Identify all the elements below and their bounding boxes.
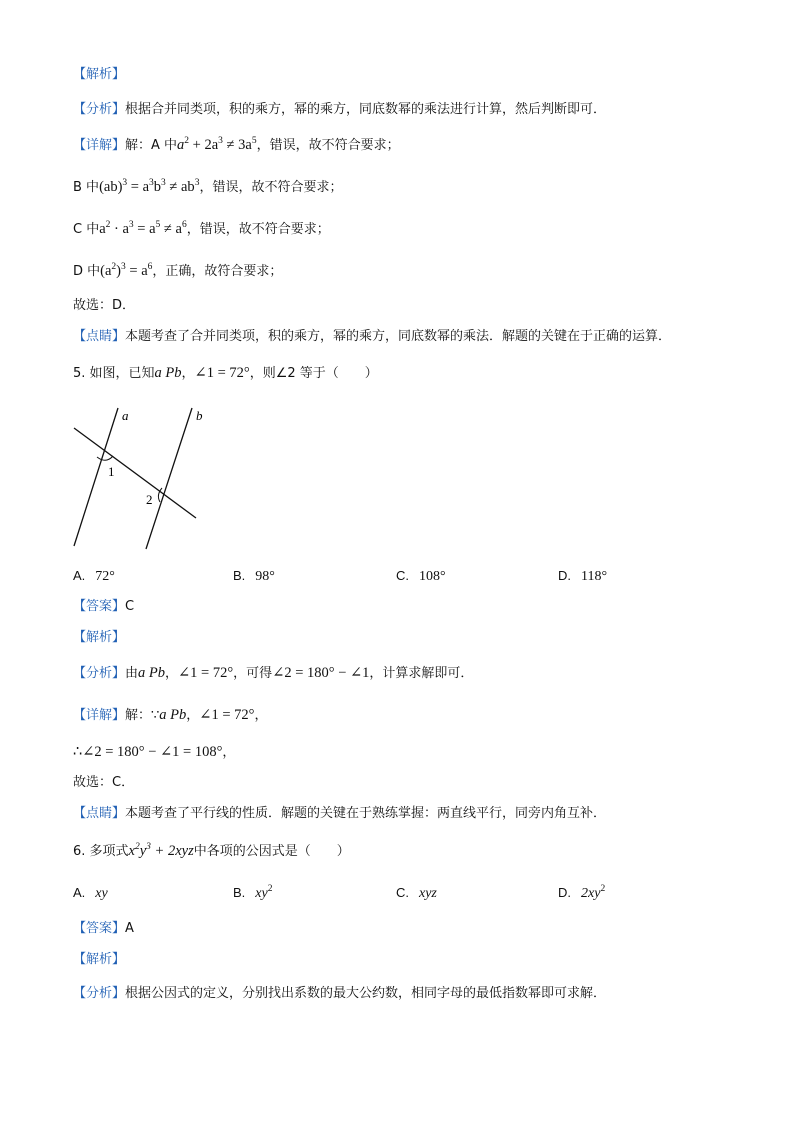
q6-option-a[interactable]: A. xy xyxy=(73,885,108,901)
q5-figure-parallel-lines xyxy=(60,398,220,558)
q6-option-c[interactable]: C. xyz xyxy=(396,885,437,901)
angle-1-arc xyxy=(97,456,113,460)
q5-dianjing-line xyxy=(73,805,606,823)
q5-answer-tag: 【答案】 xyxy=(73,599,126,614)
q5-stem: 5. 如图，已知a Pb，∠1 = 72°，则∠2 等于（ ） xyxy=(73,365,378,381)
q5-fenxi-formula: ∠2 = 180° − ∠1 xyxy=(272,665,370,681)
q4-option-c-suffix: ，错误，故不符合要求； xyxy=(186,222,330,237)
q5-stem-prefix: 5. 如图，已知 xyxy=(73,366,155,381)
q4-option-b-line xyxy=(73,178,342,197)
q4-option-a-prefix: 解：A 中 xyxy=(125,138,178,153)
q4-dianjing-line xyxy=(73,328,671,346)
q4-option-b-expression: $(ab)^3 = a^3b^3 \ne ab^3$ xyxy=(99,178,200,195)
q4-option-d-prefix: D 中 xyxy=(73,264,101,279)
q4-option-b-prefix: B 中 xyxy=(73,180,100,195)
q4-analysis-tag: 【解析】 xyxy=(73,67,126,82)
label-b: b xyxy=(196,408,203,423)
q4-option-d-suffix: ，正确，故符合要求； xyxy=(152,264,283,279)
q5-fenxi-tag: 【分析】 xyxy=(73,666,126,681)
q4-xiangjie-tag: 【详解】 xyxy=(73,138,126,153)
q5-analysis-heading xyxy=(73,629,125,647)
q4-xiangjie-line xyxy=(73,136,400,155)
q6-analysis-heading xyxy=(73,951,125,969)
q5-option-b[interactable]: B. 98° xyxy=(233,568,275,584)
q4-option-d-expression: $(a^2)^3 = a^6$ xyxy=(100,262,153,279)
q4-option-c-line xyxy=(73,220,330,239)
q6-fenxi-tag: 【分析】 xyxy=(73,986,126,1001)
q5-option-a[interactable]: A. 72° xyxy=(73,568,115,584)
q5-stem-relation: a Pb xyxy=(154,365,182,381)
q5-fenxi-line: 【分析】由a Pb，∠1 = 72°，可得∠2 = 180° − ∠1，计算求解即可． xyxy=(73,665,474,681)
q6-answer-value: A xyxy=(125,921,134,936)
q6-analysis-tag: 【解析】 xyxy=(73,952,126,967)
q4-fenxi-text: 根据合并同类项，积的乘方，幂的乘方，同底数幂的乘法进行计算，然后判断即可． xyxy=(125,102,607,117)
q5-answer-choice: 故选：C． xyxy=(73,775,135,790)
q4-fenxi-line xyxy=(73,101,606,119)
q5-stem-angle: ∠1 = 72° xyxy=(194,365,250,381)
transversal-line xyxy=(74,428,196,518)
q5-option-d[interactable]: D. 118° xyxy=(558,568,608,584)
q5-analysis-tag: 【解析】 xyxy=(73,630,126,645)
q4-option-b-suffix: ，错误，故不符合要求； xyxy=(199,180,343,195)
label-a: a xyxy=(122,408,129,423)
q6-fenxi-line xyxy=(73,985,606,1003)
q4-option-a-suffix: ，错误，故不符合要求； xyxy=(256,138,400,153)
q5-dianjing-text: 本题考查了平行线的性质．解题的关键在于熟练掌握：两直线平行，同旁内角互补． xyxy=(125,806,607,821)
q4-fenxi-tag: 【分析】 xyxy=(73,102,126,117)
q6-option-b[interactable]: B. $xy^2$ xyxy=(233,884,273,901)
q6-stem: 6. 多项式$x^2y^3 + 2xyz$中各项的公因式是（ ） xyxy=(73,842,350,859)
line-b xyxy=(146,408,192,549)
q6-answer-line xyxy=(73,920,134,938)
q4-dianjing-text: 本题考查了合并同类项，积的乘方，幂的乘方，同底数幂的乘法．解题的关键在于正确的运算． xyxy=(125,329,672,344)
q5-dianjing-tag: 【点睛】 xyxy=(73,806,126,821)
q4-option-c-expression: $a^2 \cdot a^3 = a^5 \ne a^6$ xyxy=(99,220,187,237)
q5-option-c[interactable]: C. 108° xyxy=(396,568,446,584)
q6-option-d[interactable]: D. $2xy^2$ xyxy=(558,884,606,901)
q4-option-d-line xyxy=(73,262,282,281)
q6-polynomial: $x^2y^3 + 2xyz$ xyxy=(128,842,194,859)
q5-answer-value: C xyxy=(125,599,135,614)
q6-fenxi-text: 根据公因式的定义，分别找出系数的最大公约数，相同字母的最低指数幂即可求解． xyxy=(125,986,607,1001)
q4-analysis-heading xyxy=(73,66,125,84)
label-angle-1: 1 xyxy=(108,464,115,479)
q6-answer-tag: 【答案】 xyxy=(73,921,126,936)
q4-option-c-prefix: C 中 xyxy=(73,222,100,237)
q5-xiangjie-line: 【详解】解：∵a Pb，∠1 = 72°， xyxy=(73,707,268,723)
q5-therefore-line: ∴∠2 = 180° − ∠1 = 108°， xyxy=(73,744,236,760)
q5-xiangjie-tag: 【详解】 xyxy=(73,708,126,723)
q5-stem-suffix: ，则∠2 等于（ ） xyxy=(249,366,378,381)
q4-dianjing-tag: 【点睛】 xyxy=(73,329,126,344)
q5-answer-line xyxy=(73,598,134,616)
q4-answer-line: 故选：D． xyxy=(73,298,136,313)
label-angle-2: 2 xyxy=(146,492,153,507)
q4-option-a-expression: $a^2 + 2a^3 \ne 3a^5$ xyxy=(177,136,257,153)
